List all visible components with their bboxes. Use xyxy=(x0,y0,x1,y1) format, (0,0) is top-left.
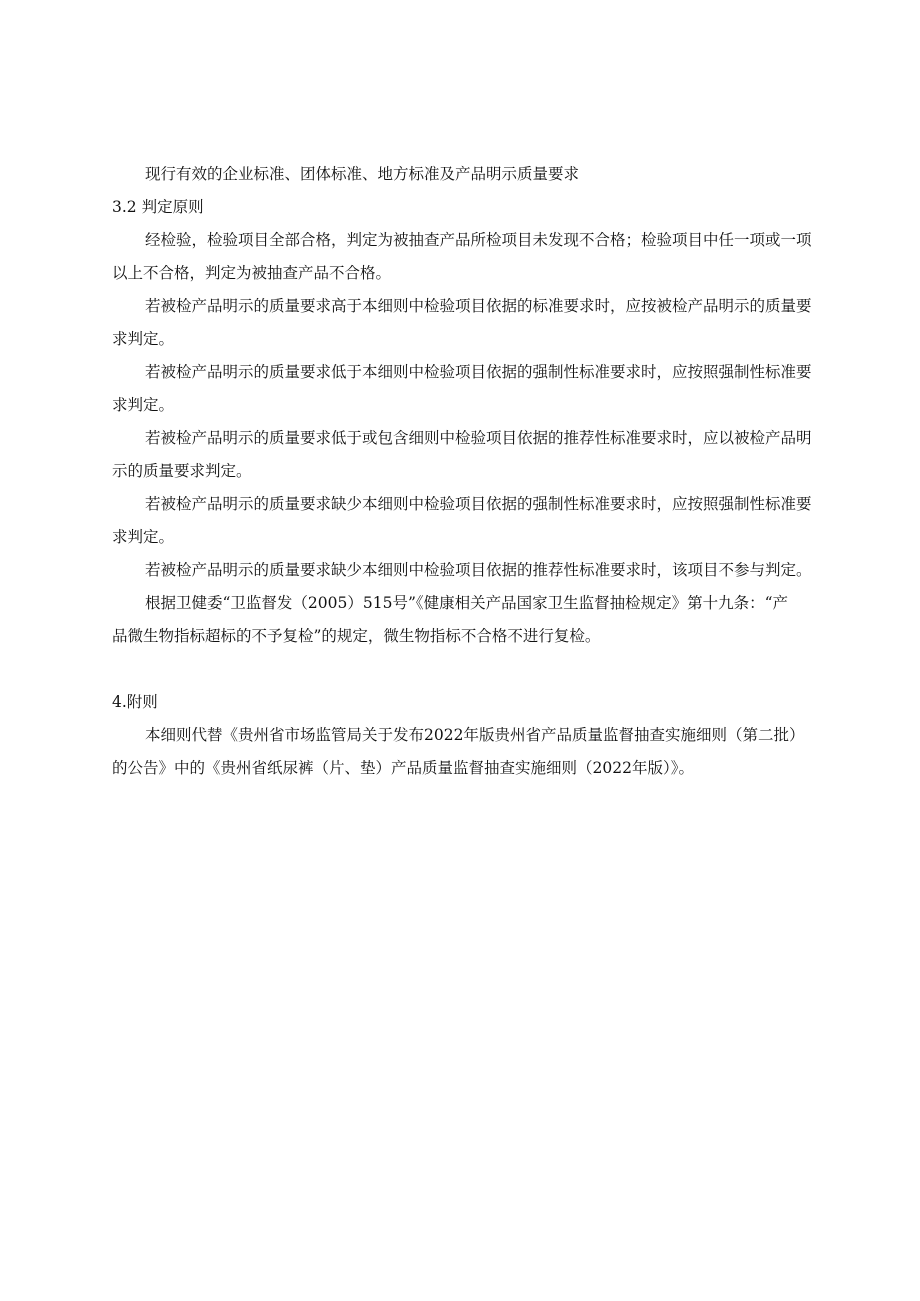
paragraph-line: 求判定。 xyxy=(112,528,175,546)
section-3-2-heading: 3.2 判定原则 xyxy=(112,198,204,216)
section-spacer xyxy=(112,653,810,686)
paragraph-line: 本细则代替《贵州省市场监管局关于发布2022年版贵州省产品质量监督抽查实施细则（第二批） xyxy=(145,726,805,744)
paragraph-supersedes xyxy=(112,719,810,785)
document-body xyxy=(112,158,810,785)
intro-line: 现行有效的企业标准、团体标准、地方标准及产品明示质量要求 xyxy=(145,165,580,183)
paragraph-microbial-no-retest xyxy=(112,587,810,653)
paragraph-line: 品微生物指标超标的不予复检”的规定，微生物指标不合格不进行复检。 xyxy=(112,627,601,645)
section-4-heading: 4.附则 xyxy=(112,693,158,711)
paragraph-line: 的公告》中的《贵州省纸尿裤（片、垫）产品质量监督抽查实施细则（2022年版）》。 xyxy=(112,759,694,777)
paragraph-line: 若被检产品明示的质量要求高于本细则中检验项目依据的标准要求时，应按被检产品明示的质量要 xyxy=(145,297,812,315)
paragraph-line: 若被检产品明示的质量要求低于或包含细则中检验项目依据的推荐性标准要求时，应以被检产品明 xyxy=(145,429,812,447)
paragraph-line: 根据卫健委“卫监督发（2005）515号”《健康相关产品国家卫生监督抽检规定》第十九条：“产 xyxy=(145,594,789,612)
paragraph-lower-mandatory xyxy=(112,356,810,422)
paragraph-missing-recommended: 若被检产品明示的质量要求缺少本细则中检验项目依据的推荐性标准要求时，该项目不参与判定。 xyxy=(145,561,812,579)
paragraph-line: 若被检产品明示的质量要求缺少本细则中检验项目依据的强制性标准要求时，应按照强制性标准要 xyxy=(145,495,812,513)
paragraph-missing-mandatory xyxy=(112,488,810,554)
paragraph-judgment-basic xyxy=(112,224,810,290)
paragraph-line: 若被检产品明示的质量要求低于本细则中检验项目依据的强制性标准要求时，应按照强制性标准要 xyxy=(145,363,812,381)
paragraph-higher-requirement xyxy=(112,290,810,356)
paragraph-line: 经检验，检验项目全部合格，判定为被抽查产品所检项目未发现不合格；检验项目中任一项或一项 xyxy=(145,231,812,249)
paragraph-lower-recommended xyxy=(112,422,810,488)
paragraph-line: 示的质量要求判定。 xyxy=(112,462,252,480)
paragraph-line: 求判定。 xyxy=(112,396,175,414)
paragraph-line: 求判定。 xyxy=(112,330,175,348)
paragraph-line: 以上不合格，判定为被抽查产品不合格。 xyxy=(112,264,392,282)
